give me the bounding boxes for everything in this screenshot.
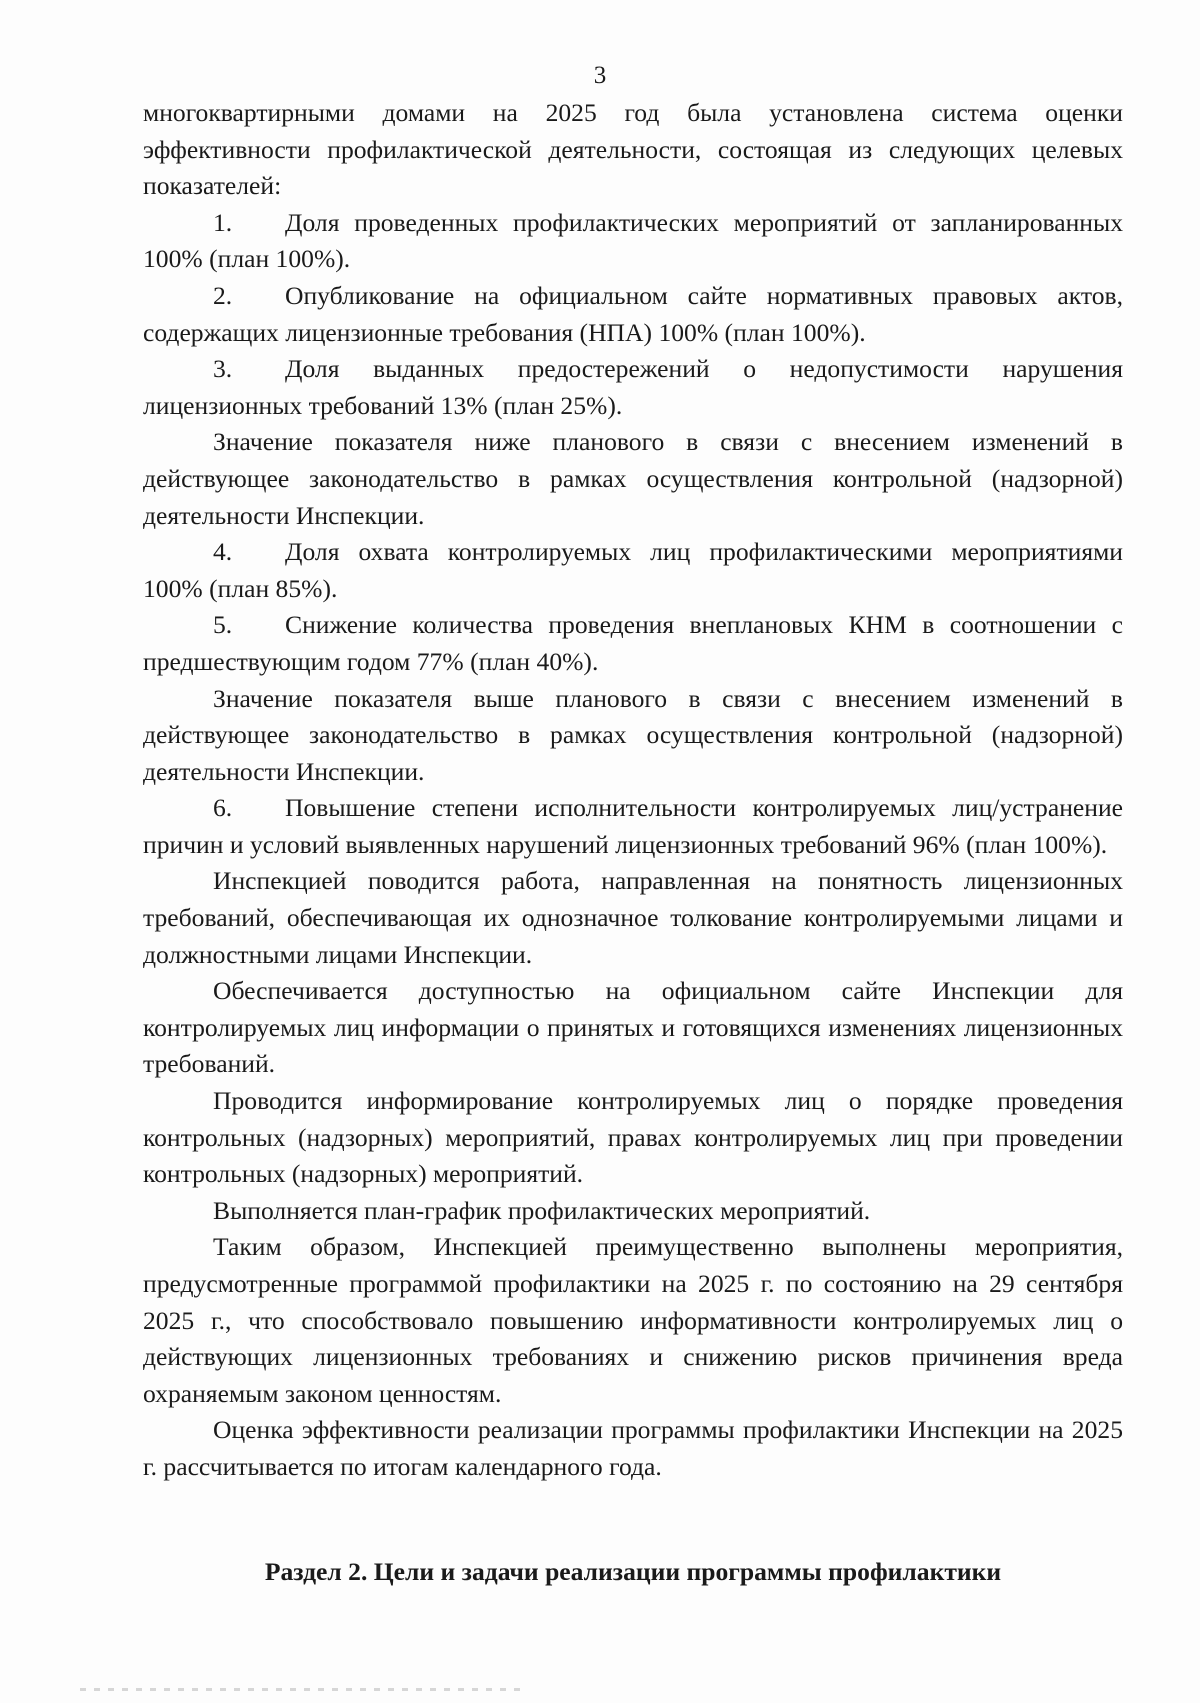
indicator-text: Доля охвата контролируемых лиц профилактическими мероприятиями 100% (план 85%). [143, 537, 1123, 603]
indicator-number: 6. [213, 793, 233, 823]
paragraph-text: Таким образом, Инспекцией преимущественно выполнены мероприятия, предусмотренные программой профилактики на 2025 г. по состоянию на 29 сентября 2025 г., что способствовало повышению информативности контролируемых лиц о действующих лицензионных требованиях и снижению рисков причинения вреда охраняемым законом ценностям. [143, 1232, 1123, 1408]
indicator-6 [143, 790, 1123, 863]
indicator-4 [143, 534, 1123, 607]
page-number: 3 [593, 62, 607, 89]
document-body [143, 95, 1123, 1486]
body-paragraph [143, 1083, 1123, 1193]
indicator-text: Опубликование на официальном сайте нормативных правовых актов, содержащих лицензионные требования (НПА) 100% (план 100%). [143, 280, 1123, 347]
paragraph-text: Выполняется план-график профилактических мероприятий. [213, 1195, 871, 1225]
indicator-number: 2. [213, 280, 233, 310]
scan-artifact [80, 1688, 520, 1691]
indicator-3 [143, 351, 1123, 424]
body-paragraph [143, 863, 1123, 973]
indicator-1 [143, 205, 1123, 278]
paragraph-text: Проводится информирование контролируемых лиц о порядке проведения контрольных (надзорных) мероприятий, правах контролируемых лиц при проведении контрольных (надзорных) мероприятий. [143, 1086, 1123, 1189]
paragraph-text: Оценка эффективности реализации программы профилактики Инспекции на 2025 г. рассчитывается по итогам календарного года. [143, 1415, 1123, 1481]
paragraph-text: Значение показателя выше планового в связи с внесением изменений в действующее законодательство в рамках осуществления контрольной (надзорной) деятельности Инспекции. [143, 683, 1123, 786]
indicator-2 [143, 278, 1123, 351]
paragraph-text: многоквартирными домами на 2025 год была установлена система оценки эффективности профилактической деятельности, состоящая из следующих целевых показателей: [143, 98, 1123, 201]
indicator-text: Доля выданных предостережений о недопустимости нарушения лицензионных требований 13% (план 25%). [143, 354, 1123, 420]
indicator-number: 5. [213, 610, 233, 640]
indicator-3-note [143, 424, 1123, 534]
indicator-number: 4. [213, 537, 233, 567]
indicator-5 [143, 607, 1123, 680]
paragraph-text: Обеспечивается доступностью на официальном сайте Инспекции для контролируемых лиц информации о принятых и готовящихся изменениях лицензионных требований. [143, 976, 1123, 1079]
indicator-number: 1. [213, 207, 233, 237]
section-heading: Раздел 2. Цели и задачи реализации программы профилактики [264, 1557, 1002, 1586]
intro-paragraph [143, 95, 1123, 205]
indicator-5-note [143, 681, 1123, 791]
paragraph-text: Инспекцией поводится работа, направленная на понятность лицензионных требований, обеспечивающая их однозначное толкование контролируемыми лицами и должностными лицами Инспекции. [143, 866, 1123, 969]
indicator-number: 3. [213, 354, 233, 384]
indicator-text: Снижение количества проведения внеплановых КНМ в соотношении с предшествующим годом 77% (план 40%). [143, 610, 1123, 676]
body-paragraph [143, 973, 1123, 1083]
body-paragraph [143, 1193, 1123, 1230]
paragraph-text: Значение показателя ниже планового в связи с внесением изменений в действующее законодательство в рамках осуществления контрольной (надзорной) деятельности Инспекции. [143, 427, 1123, 530]
indicator-text: Доля проведенных профилактических мероприятий от запланированных 100% (план 100%). [143, 207, 1123, 274]
indicator-text: Повышение степени исполнительности контролируемых лиц/устранение причин и условий выявленных нарушений лицензионных требований 96% (план 100%). [143, 793, 1123, 859]
conclusion-paragraph [143, 1229, 1123, 1412]
evaluation-paragraph [143, 1412, 1123, 1485]
